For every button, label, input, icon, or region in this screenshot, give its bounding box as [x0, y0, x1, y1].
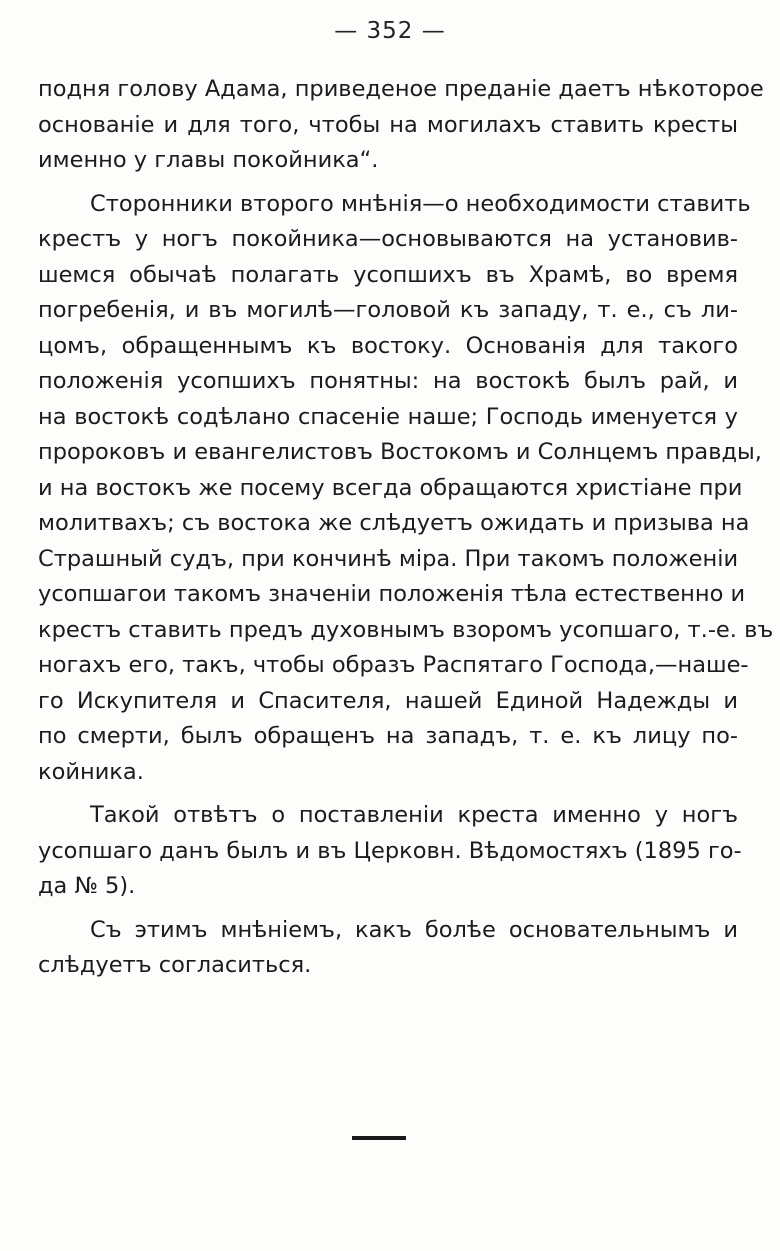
text-line: на востокѣ содѣлано спасеніе наше; Господь именуется у [38, 403, 738, 430]
text-line: положенія усопшихъ понятны: на востокѣ былъ рай, и [38, 368, 738, 394]
text-line: крестъ у ногъ покойника—основываются на установив- [38, 226, 738, 252]
text-line: шемся обычаѣ полагать усопшихъ въ Храмѣ, во время [38, 261, 738, 288]
text-line: молитвахъ; съ востока же слѣдуетъ ожидать и призыва на [38, 510, 750, 536]
text-line: именно у главы покойника“. [38, 147, 379, 173]
text-line: по смерти, былъ обращенъ на западъ, т. е. къ лицу по- [38, 723, 738, 749]
text-line: ногахъ его, такъ, чтобы образъ Распятаго Господа,—наше- [38, 652, 749, 678]
paragraph-3 [38, 798, 742, 905]
text-line: да № 5). [38, 873, 136, 899]
text-line: Страшный судъ, при кончинѣ міра. При такомъ положеніи [38, 545, 739, 572]
text-line: усопшаго данъ былъ и въ Церковн. Вѣдомостяхъ (1895 го- [38, 837, 742, 864]
text-line: го Искупителя и Спасителя, нашей Единой Надежды и [38, 687, 738, 714]
paragraph-4 [38, 913, 738, 984]
page-number: — 352 — [334, 18, 446, 44]
body-text [38, 72, 774, 992]
text-line: и на востокъ же посему всегда обращаются христіане при [38, 474, 743, 501]
text-line: пророковъ и евангелистовъ Востокомъ и Солнцемъ правды, [38, 439, 762, 465]
text-line: основаніе и для того, чтобы на могилахъ ставить кресты [38, 111, 738, 138]
text-line: усопшагои такомъ значеніи положенія тѣла естественно и [38, 581, 746, 607]
text-line: подня голову Адама, приведеное преданіе даетъ нѣкоторое [38, 76, 764, 102]
text-line: цомъ, обращеннымъ къ востоку. Основанія для такого [38, 332, 738, 359]
text-line: погребенія, и въ могилѣ—головой къ западу, т. е., съ ли- [38, 297, 738, 323]
end-rule [352, 1136, 406, 1140]
paragraph-2 [38, 187, 774, 791]
paragraph-1 [38, 72, 764, 179]
text-line: слѣдуетъ согласиться. [38, 952, 312, 978]
text-line: Такой отвѣтъ о поставленіи креста именно у ногъ [90, 802, 738, 828]
text-line: койника. [38, 758, 144, 785]
text-line: Сторонники второго мнѣнія—о необходимости ставить [90, 190, 751, 217]
text-line: крестъ ставить предъ духовнымъ взоромъ усопшаго, т.-е. въ [38, 616, 774, 643]
text-line: Съ этимъ мнѣніемъ, какъ болѣе основательнымъ и [90, 916, 738, 943]
